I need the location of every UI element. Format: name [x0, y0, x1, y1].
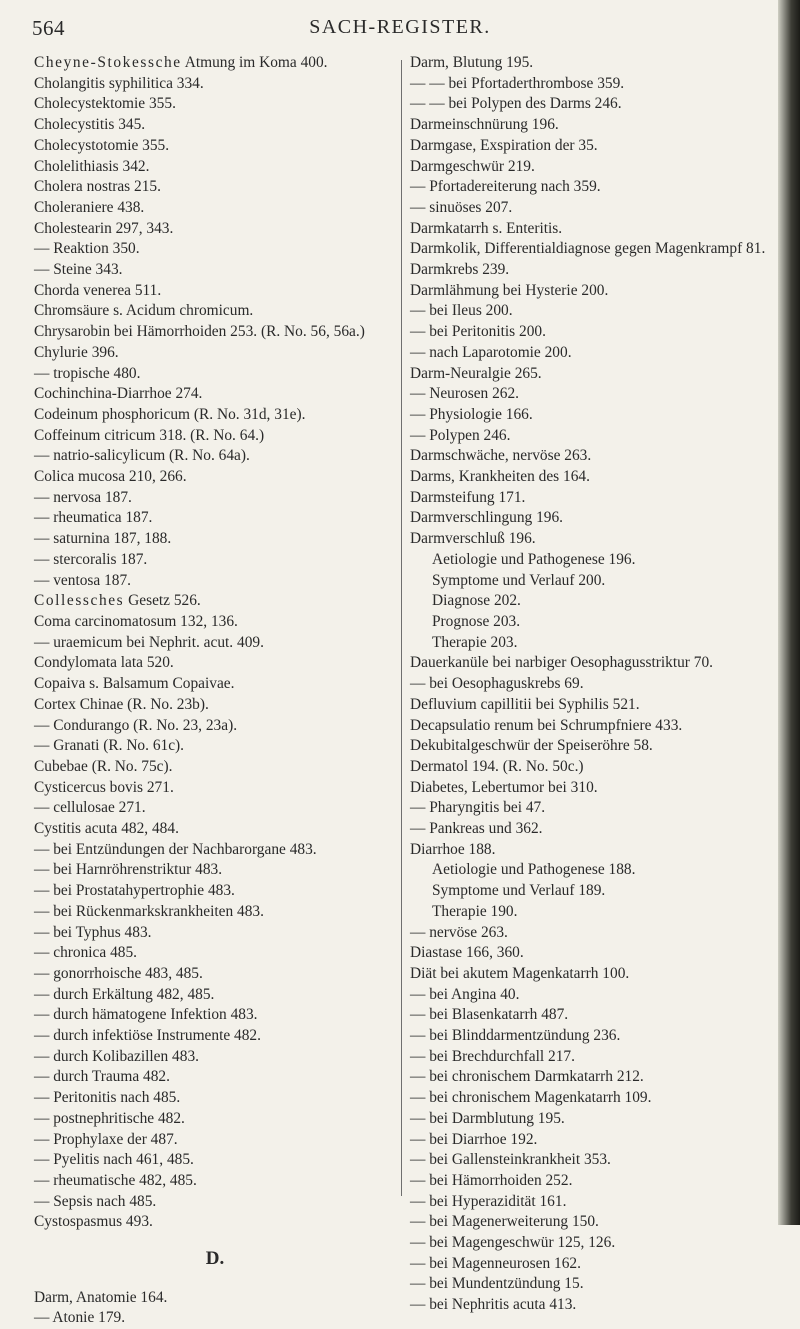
entry-text: Dermatol 194. (R. No. 50c.) — [410, 757, 584, 775]
index-entry — [34, 1109, 396, 1130]
entry-text: — bei Harnröhrenstriktur 483. — [34, 861, 223, 879]
entry-text: — — bei Pfortaderthrombose 359. — [410, 74, 625, 92]
index-entry — [34, 736, 396, 757]
entry-text: — Pfortadereiterung nach 359. — [410, 178, 601, 196]
entry-text: — natrio-salicylicum (R. No. 64a). — [34, 447, 250, 465]
entry-eponym: Cheyne-Stokessche — [34, 54, 182, 71]
index-entry — [34, 1067, 396, 1088]
entry-text: — Pharyngitis bei 47. — [410, 799, 546, 817]
entry-text: Darmsteifung 171. — [410, 488, 526, 506]
index-entry — [410, 177, 770, 198]
index-entry — [34, 219, 396, 240]
entry-text: Copaiva s. Balsamum Copaivae. — [34, 675, 235, 693]
entry-text: — Sepsis nach 485. — [34, 1192, 157, 1210]
index-entry — [34, 94, 396, 115]
index-entry — [410, 219, 770, 240]
index-entry — [410, 757, 770, 778]
entry-text: Darmkolik, Differentialdiagnose gegen Magenkrampf 81. — [410, 240, 766, 258]
index-entry — [34, 985, 396, 1006]
entry-text: — durch hämatogene Infektion 483. — [34, 1006, 258, 1024]
entry-text: Chrysarobin bei Hämorrhoiden 253. (R. No. 56, 56a.) — [34, 323, 365, 341]
index-entry — [410, 943, 770, 964]
entry-text: Diarrhoe 188. — [410, 840, 496, 858]
index-entry — [410, 1047, 770, 1068]
entry-text: — Prophylaxe der 487. — [34, 1130, 178, 1148]
index-entry — [34, 757, 396, 778]
entry-text: — saturnina 187, 188. — [34, 530, 172, 548]
entry-text: Prognose 203. — [432, 612, 521, 630]
index-entry — [410, 343, 770, 364]
entry-text: Dekubitalgeschwür der Speiseröhre 58. — [410, 737, 653, 755]
index-entry — [34, 1026, 396, 1047]
running-head: SACH-REGISTER. — [309, 16, 491, 38]
entry-text: — bei Angina 40. — [410, 985, 520, 1003]
entry-text: — bei Magenerweiterung 150. — [410, 1213, 599, 1231]
entry-text: — Pyelitis nach 461, 485. — [34, 1151, 194, 1169]
index-entry — [34, 322, 396, 343]
index-entry — [410, 571, 770, 592]
index-entry — [34, 571, 396, 592]
index-entry — [34, 1171, 396, 1192]
index-entry — [34, 881, 396, 902]
index-entry — [410, 157, 770, 178]
entry-text: Coffeinum citricum 318. (R. No. 64.) — [34, 426, 265, 444]
entry-text: — bei Darmblutung 195. — [410, 1109, 565, 1127]
entry-text: — bei Hyperazidität 161. — [410, 1192, 567, 1210]
index-entry — [410, 467, 770, 488]
entry-text: — bei Blasenkatarrh 487. — [410, 1006, 569, 1024]
index-entry — [410, 529, 770, 550]
entry-text: — cellulosae 271. — [34, 799, 146, 817]
index-entry — [34, 612, 396, 633]
entry-text: Diät bei akutem Magenkatarrh 100. — [410, 964, 630, 982]
entry-text: Diabetes, Lebertumor bei 310. — [410, 778, 598, 796]
index-entry — [410, 94, 770, 115]
index-entry — [34, 281, 396, 302]
index-entry — [34, 1130, 396, 1151]
entry-text: — bei Typhus 483. — [34, 923, 152, 941]
index-entry — [34, 819, 396, 840]
entry-text: Chylurie 396. — [34, 343, 119, 361]
entry-text: Choleraniere 438. — [34, 198, 145, 216]
index-entry — [410, 633, 770, 654]
index-entry — [34, 115, 396, 136]
index-entry — [410, 198, 770, 219]
index-entry — [34, 405, 396, 426]
entry-text: — gonorrhoische 483, 485. — [34, 964, 203, 982]
index-entry — [410, 1295, 770, 1316]
index-entry — [34, 1005, 396, 1026]
entry-text: Coma carcinomatosum 132, 136. — [34, 612, 238, 630]
entry-text: — bei Gallensteinkrankheit 353. — [410, 1151, 611, 1169]
index-entry — [410, 612, 770, 633]
entry-text: — stercoralis 187. — [34, 550, 148, 568]
index-entry — [34, 964, 396, 985]
index-entry — [34, 840, 396, 861]
index-entry — [34, 653, 396, 674]
index-entry — [410, 923, 770, 944]
index-entry — [34, 550, 396, 571]
entry-eponym: Collessches — [34, 592, 125, 610]
entry-text: Chorda venerea 511. — [34, 281, 162, 299]
entry-text: Cholangitis syphilitica 334. — [34, 74, 204, 92]
index-entry — [34, 384, 396, 405]
index-entry — [34, 343, 396, 364]
index-entry — [34, 157, 396, 178]
entry-text: Atmung im Koma 400. — [181, 54, 328, 71]
index-entry — [410, 860, 770, 881]
index-entry — [34, 446, 396, 467]
entry-text: Colica mucosa 210, 266. — [34, 468, 187, 486]
entry-text: Darm, Anatomie 164. — [34, 1288, 168, 1306]
entry-text: Therapie 203. — [432, 633, 518, 651]
entry-text: Cholecystitis 345. — [34, 116, 146, 134]
index-entry — [34, 467, 396, 488]
index-entry — [410, 1233, 770, 1254]
entry-text: Aetiologie und Pathogenese 188. — [432, 861, 636, 879]
entry-text: — bei Nephritis acuta 413. — [410, 1296, 577, 1314]
index-entry — [410, 736, 770, 757]
entry-text: — Atonie 179. — [34, 1309, 126, 1327]
index-entry — [410, 1171, 770, 1192]
entry-text: — bei Oesophaguskrebs 69. — [410, 675, 584, 693]
index-entry — [410, 1212, 770, 1233]
column-divider — [401, 60, 402, 1196]
index-entry — [34, 1150, 396, 1171]
entry-text: Cholestearin 297, 343. — [34, 219, 174, 237]
entry-text: — bei chronischem Magenkatarrh 109. — [410, 1089, 652, 1107]
index-entry — [34, 943, 396, 964]
entry-text: Cochinchina-Diarrhoe 274. — [34, 385, 203, 403]
entry-text: — Steine 343. — [34, 261, 123, 279]
index-entry — [410, 902, 770, 923]
entry-text: — nach Laparotomie 200. — [410, 343, 572, 361]
entry-text: — nervöse 263. — [410, 923, 508, 941]
index-entry — [34, 902, 396, 923]
index-entry — [34, 695, 396, 716]
index-entry — [410, 508, 770, 529]
entry-text: — bei Prostatahypertrophie 483. — [34, 882, 235, 900]
index-entry — [34, 591, 396, 612]
index-entry — [34, 136, 396, 157]
index-entry — [410, 881, 770, 902]
index-entry — [410, 136, 770, 157]
entry-text: Condylomata lata 520. — [34, 654, 174, 672]
entry-text: — rheumatische 482, 485. — [34, 1171, 197, 1189]
index-entry — [34, 1212, 396, 1233]
index-entry — [410, 550, 770, 571]
entry-text: Cystospasmus 493. — [34, 1213, 153, 1231]
entry-text: Symptome und Verlauf 200. — [432, 571, 606, 589]
entry-text: — — bei Polypen des Darms 246. — [410, 95, 622, 113]
index-entry — [34, 239, 396, 260]
entry-text: — bei Blinddarmentzündung 236. — [410, 1027, 621, 1045]
entry-text: Darms, Krankheiten des 164. — [410, 468, 590, 486]
entry-text: — bei Brechdurchfall 217. — [410, 1047, 575, 1065]
entry-text: — Neurosen 262. — [410, 385, 519, 403]
entry-text: — durch Trauma 482. — [34, 1068, 170, 1086]
entry-text: — bei Peritonitis 200. — [410, 323, 546, 341]
entry-text: — bei chronischem Darmkatarrh 212. — [410, 1068, 644, 1086]
index-entry — [410, 1254, 770, 1275]
entry-text: Darmeinschnürung 196. — [410, 116, 559, 134]
index-entry — [410, 239, 770, 260]
entry-text: — bei Entzündungen der Nachbarorgane 483. — [34, 840, 317, 858]
index-entry — [34, 1088, 396, 1109]
entry-text: — postnephritische 482. — [34, 1109, 185, 1127]
index-entry — [34, 633, 396, 654]
entry-text: — sinuöses 207. — [410, 198, 513, 216]
index-entry — [410, 1192, 770, 1213]
entry-text: — ventosa 187. — [34, 571, 132, 589]
entry-text: — Condurango (R. No. 23, 23a). — [34, 716, 238, 734]
entry-text: — rheumatica 187. — [34, 509, 153, 527]
index-entry — [410, 1109, 770, 1130]
entry-text: Darm, Blutung 195. — [410, 54, 534, 71]
entry-text: — bei Magengeschwür 125, 126. — [410, 1234, 616, 1252]
entry-text: — bei Ileus 200. — [410, 302, 513, 320]
page-edge-shadow — [778, 0, 800, 1225]
entry-text: Darmverschluß 196. — [410, 530, 536, 548]
entry-text: — bei Hämorrhoiden 252. — [410, 1171, 573, 1189]
entry-text: — Pankreas und 362. — [410, 820, 543, 838]
index-entry — [34, 426, 396, 447]
index-entry — [410, 115, 770, 136]
left-column — [34, 53, 396, 1329]
entry-text: — tropische 480. — [34, 364, 141, 382]
entry-text: Cholecystektomie 355. — [34, 95, 176, 113]
entry-text: — durch Kolibazillen 483. — [34, 1047, 199, 1065]
index-entry — [410, 1067, 770, 1088]
index-entry — [34, 1192, 396, 1213]
index-entry — [34, 364, 396, 385]
index-entry — [410, 446, 770, 467]
entry-text: Dauerkanüle bei narbiger Oesophagusstriktur 70. — [410, 654, 714, 672]
index-entry — [34, 674, 396, 695]
index-entry — [410, 778, 770, 799]
index-entry — [410, 426, 770, 447]
index-entry — [34, 177, 396, 198]
index-entry — [410, 819, 770, 840]
entry-text: — bei Diarrhoe 192. — [410, 1130, 538, 1148]
index-entry — [34, 716, 396, 737]
index-entry — [410, 488, 770, 509]
index-entry — [410, 591, 770, 612]
entry-text: — nervosa 187. — [34, 488, 132, 506]
entry-text: — durch Erkältung 482, 485. — [34, 985, 215, 1003]
index-entry — [410, 1088, 770, 1109]
index-entry — [34, 301, 396, 322]
entry-text: — bei Magenneurosen 162. — [410, 1254, 581, 1272]
entry-text: — Polypen 246. — [410, 426, 511, 444]
index-entry — [34, 260, 396, 281]
index-entry — [410, 74, 770, 95]
entry-text: Cystitis acuta 482, 484. — [34, 820, 179, 838]
index-entry — [410, 322, 770, 343]
entry-text: — bei Rückenmarkskrankheiten 483. — [34, 902, 264, 920]
index-entry — [34, 508, 396, 529]
index-entry — [410, 405, 770, 426]
index-entry — [410, 1274, 770, 1295]
entry-text: Cubebae (R. No. 75c). — [34, 757, 173, 775]
entry-text: — bei Mundentzündung 15. — [410, 1275, 584, 1293]
entry-text: Cysticercus bovis 271. — [34, 778, 174, 796]
index-entry — [410, 798, 770, 819]
index-entry — [410, 985, 770, 1006]
index-entry — [34, 529, 396, 550]
index-entry — [410, 1005, 770, 1026]
index-entry — [34, 1047, 396, 1068]
index-entry — [410, 1026, 770, 1047]
section-letter: D. — [205, 1248, 225, 1270]
index-entry — [410, 1130, 770, 1151]
entry-text: Decapsulatio renum bei Schrumpfniere 433. — [410, 716, 683, 734]
index-entry — [410, 53, 770, 74]
index-entry — [410, 653, 770, 674]
index-entry — [410, 695, 770, 716]
index-entry — [34, 53, 396, 74]
index-entry — [410, 260, 770, 281]
index-entry — [410, 281, 770, 302]
entry-text: Darmverschlingung 196. — [410, 509, 564, 527]
index-entry — [34, 488, 396, 509]
index-entry — [410, 840, 770, 861]
entry-text: Darmkrebs 239. — [410, 261, 510, 279]
entry-text: Darmschwäche, nervöse 263. — [410, 447, 592, 465]
entry-text: Cholecystotomie 355. — [34, 136, 170, 154]
index-entry — [34, 798, 396, 819]
index-entry — [34, 923, 396, 944]
page-number: 564 — [32, 16, 65, 40]
entry-text: Defluvium capillitii bei Syphilis 521. — [410, 695, 640, 713]
entry-text: Diagnose 202. — [432, 592, 521, 610]
entry-text: — durch infektiöse Instrumente 482. — [34, 1027, 261, 1045]
entry-text: Symptome und Verlauf 189. — [432, 882, 606, 900]
index-entry — [34, 778, 396, 799]
right-column — [410, 53, 770, 1316]
index-entry — [34, 1308, 396, 1329]
index-entry — [410, 364, 770, 385]
index-entry — [410, 716, 770, 737]
entry-text: Darmkatarrh s. Enteritis. — [410, 219, 563, 237]
index-entry — [410, 384, 770, 405]
index-entry — [410, 1150, 770, 1171]
entry-text: — uraemicum bei Nephrit. acut. 409. — [34, 633, 264, 651]
entry-text: Darmlähmung bei Hysterie 200. — [410, 281, 609, 299]
entry-text: Cholelithiasis 342. — [34, 157, 150, 175]
index-entry — [34, 860, 396, 881]
index-entry — [34, 198, 396, 219]
entry-text: Cholera nostras 215. — [34, 178, 161, 196]
entry-text: Darm-Neuralgie 265. — [410, 364, 542, 382]
entry-text: Cortex Chinae (R. No. 23b). — [34, 695, 209, 713]
index-entry — [34, 1288, 396, 1309]
entry-text: — Physiologie 166. — [410, 405, 533, 423]
entry-text: Gesetz 526. — [124, 592, 201, 610]
index-entry — [410, 964, 770, 985]
entry-text: Darmgase, Exspiration der 35. — [410, 136, 598, 154]
entry-text: Chromsäure s. Acidum chromicum. — [34, 302, 254, 320]
entry-text: Darmgeschwür 219. — [410, 157, 535, 175]
entry-text: Codeinum phosphoricum (R. No. 31d, 31e). — [34, 405, 306, 423]
entry-text: — Reaktion 350. — [34, 240, 140, 258]
index-entry — [410, 301, 770, 322]
entry-text: — Peritonitis nach 485. — [34, 1089, 181, 1107]
entry-text: — Granati (R. No. 61c). — [34, 737, 185, 755]
entry-text: Aetiologie und Pathogenese 196. — [432, 550, 636, 568]
entry-text: Diastase 166, 360. — [410, 944, 524, 962]
entry-text: Therapie 190. — [432, 902, 518, 920]
index-entry — [34, 74, 396, 95]
entry-text: — chronica 485. — [34, 944, 137, 962]
index-entry — [410, 674, 770, 695]
